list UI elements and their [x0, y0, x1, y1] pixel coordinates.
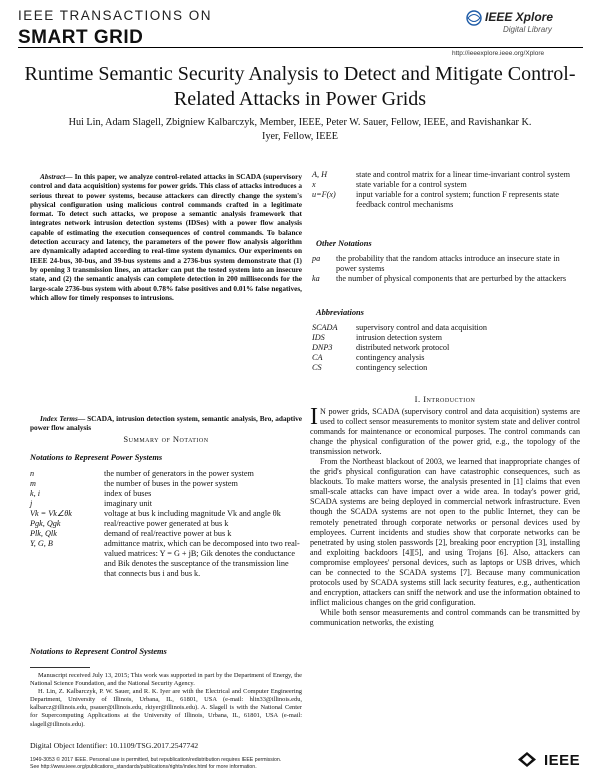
notation-description: supervisory control and data acquisition [356, 323, 487, 332]
abbreviations-heading: Abbreviations [316, 308, 364, 317]
notation-symbol: IDS [312, 333, 325, 342]
xplore-logo-subtext: Digital Library [503, 25, 552, 34]
other-notation-table [312, 254, 582, 284]
notation-symbol: Vk = Vk∠θk [30, 509, 72, 518]
notation-heading: Summary of Notation [123, 434, 209, 444]
notation-row [312, 170, 582, 180]
notation-description: state and control matrix for a linear time-invariant control system [356, 170, 570, 179]
notation-symbol: m [30, 479, 36, 488]
notation-row [312, 323, 582, 333]
ieee-diamond-icon [516, 751, 538, 768]
doi: Digital Object Identifier: 10.1109/TSG.2017.2547742 [30, 741, 199, 750]
notation-row [30, 519, 302, 529]
notation-symbol: CA [312, 353, 323, 362]
notation-symbol: ka [312, 274, 320, 283]
abstract: Abstract— In this paper, we analyze control-related attacks in SCADA (supervisory control and data acquisition) systems for power grids. This class of attacks introduces a serious threat to power systems, because attackers can directly change the system's physical configuration using malicious control commands crafted in a legitimate format. To detect such attacks, we propose a semantic analysis framework that integrates network intrusion detection systems (IDSes) with a power flow analysis capable of estimating the execution consequences of control commands. To balance detection accuracy and latency, the parameters of the power flow analysis algorithm are dynamically adapted according to real-time system dynamics. Our experiments on IEEE 24-bus, 30-bus, and 39-bus systems and a 2736-bus system demonstrate that (1) by opening 3 transmission lines, an attacker can put the tested system into an insecure state, and (2) the semantic analysis can complete detection in 200 milliseconds for the large-scale 2736-bus system with about 0.78% false positives and 0.01% false negatives, which allow for timely responses to intrusions. [30, 172, 302, 302]
power-notation-table [30, 469, 302, 579]
footnote [30, 672, 302, 729]
notation-symbol: u=F(x) [312, 190, 336, 199]
notation-symbol: DNP3 [312, 343, 333, 352]
header-rule [18, 47, 583, 48]
notation-symbol: Plk, Qlk [30, 529, 57, 538]
notation-description: voltage at bus k including magnitude Vk and angle θk [104, 509, 281, 518]
control-notation-heading: Notations to Represent Control Systems [30, 647, 167, 656]
notation-row [30, 499, 302, 509]
notation-symbol: Y, G, B [30, 539, 53, 548]
xplore-url[interactable]: http://ieeexplore.ieee.org/Xplore [452, 50, 545, 57]
notation-description: contingency analysis [356, 353, 425, 362]
notation-row [312, 180, 582, 190]
notation-description: input variable for a control system; function F represents state feedback control mechanisms [356, 190, 560, 209]
other-notation-heading: Other Notations [316, 239, 372, 248]
index-terms-text: SCADA, intrusion detection system, semantic analysis, Bro, adaptive power flow analysis [30, 414, 302, 433]
footnote-rule [30, 667, 90, 668]
rights-url-line[interactable]: See http://www.ieee.org/publications_standards/publications/rights/index.html for more information. [30, 763, 257, 770]
notation-row [30, 469, 302, 479]
notation-description: the number of buses in the power system [104, 479, 238, 488]
notation-description: the number of generators in the power system [104, 469, 254, 478]
dropcap: I [310, 404, 318, 430]
abstract-text: In this paper, we analyze control-related attacks in SCADA (supervisory control and data acquisition) systems for power grids. This class of attacks introduces a serious threat to power systems, because attackers can directly change the system's physical configuration using malicious control commands crafted in a legitimate format. To detect such attacks, we propose a semantic analysis framework that integrates network intrusion detection systems (IDSes) with a power flow analysis capable of estimating the execution consequences of control commands. To balance detection accuracy and latency, the parameters of the power flow analysis algorithm are dynamically adapted according to real-time system dynamics. Our experiments on IEEE 24-bus, 30-bus, and 39-bus systems and a 2736-bus system demonstrate that (1) by opening 3 transmission lines, an attacker can put the tested system into an insecure state, and (2) the semantic analysis can complete detection in 200 milliseconds for the large-scale 2736-bus system with about 0.78% false positives and 0.01% false negatives, which allow for timely responses to intrusions. [30, 172, 302, 302]
notation-symbol: pa [312, 254, 321, 263]
notation-row [312, 363, 582, 373]
notation-symbol: x [312, 180, 316, 189]
notation-symbol: j [30, 499, 33, 508]
footnote-manuscript: Manuscript received July 13, 2015; This work was supported in part by the Department of Energy, the National Science Foundation, and the National Security Agency. [30, 672, 302, 688]
notation-description: state variable for a control system [356, 180, 467, 189]
notation-symbol: CS [312, 363, 322, 372]
notation-row [312, 254, 582, 274]
intro-paragraph-3: While both sensor measurements and control commands can be transmitted by communication networks, the existing [310, 607, 580, 627]
paper-title: Runtime Semantic Security Analysis to Detect and Mitigate Control-Related Attacks in Power Grids [24, 63, 576, 110]
notation-row [30, 509, 302, 519]
notation-description: demand of real/reactive power at bus k [104, 529, 232, 538]
copyright-line: 1949-3053 © 2017 IEEE. Personal use is permitted, but republication/redistribution requires IEEE permission. [30, 757, 282, 763]
journal-name-line1: IEEE TRANSACTIONS ON [18, 8, 213, 23]
notation-description: intrusion detection system [356, 333, 442, 342]
notation-row [312, 343, 582, 353]
notation-description: distributed network protocol [356, 343, 450, 352]
notation-symbol: A, H [312, 170, 328, 179]
notation-row [312, 353, 582, 363]
control-notation-table [312, 170, 582, 210]
notation-description: contingency selection [356, 363, 428, 372]
xplore-logo-text: IEEE Xplore [485, 10, 554, 24]
notation-description: admittance matrix, which can be decomposed into two real-valued matrices: Y = G + jB; Gik denotes the conductance and Bik denotes the susceptance of the transmission line that connects bus i and bus k. [104, 539, 300, 578]
index-terms: Index Terms— SCADA, intrusion detection system, semantic analysis, Bro, adaptive power flow analysis [30, 414, 302, 433]
footnote-affiliations: H. Lin, Z. Kalbarczyk, P. W. Sauer, and R. K. Iyer are with the Electrical and Computer Engineering Department, University of Illinois, Urbana, IL, 61801, USA (e-mail: hlin33@illinois.edu, kalbarcz@illinois.edu, psauer@illinois.edu, rkiyer@illinois.edu). A. Slagell is with the National Center for Supercomputing Applications at the University of Illinois, Urbana, IL, 61801, USA (e-mail: slagell@illinois.edu). [30, 688, 302, 728]
copyright-notice [30, 757, 281, 770]
journal-name-line2: SMART GRID [18, 27, 144, 48]
intro-paragraph-2: From the Northeast blackout of 2003, we learned that inappropriate changes of the grid's physical configuration can have catastrophic consequences, such as blackouts. To make matters worse, the analysis presented in [1] claims that even small-scale attacks can have impact over a wide area. In today's power grid, SCADA systems are being deployed in commercial network infrastructure. Even though the SCADA systems are not open to the public Internet, they can be remotely penetrated through corporate networks or personal devices used by employees. Current incidents and studies show that corporate networks can be penetrated by using stolen passwords [2], breaking poor encryption [3], installing and exploiting backdoors [4][5], and using Trojans [6]. Also, attackers can compromise employees' personal devices, such as laptops or USB drives, which can be connected to the SCADA systems [7]. Because many communication protocols used by SCADA systems still lack security features, e.g., authentication and encryption, attackers can sniff the network and use the information obtained to inflict malicious changes on the grid configuration. [310, 457, 580, 607]
ieee-xplore-logo-icon [464, 9, 484, 27]
abbreviations-table [312, 323, 582, 373]
introduction-heading: I. Introduction [414, 394, 476, 404]
notation-description: index of buses [104, 489, 152, 498]
paper-authors: Hui Lin, Adam Slagell, Zbigniew Kalbarczyk, Member, IEEE, Peter W. Sauer, Fellow, IEEE, and Ravishankar K. Iyer, Fellow, IEEE [68, 117, 532, 142]
notation-description: the number of physical components that are perturbed by the attackers [336, 274, 567, 283]
index-terms-label: Index Terms [40, 414, 78, 423]
introduction-body [310, 404, 580, 628]
notation-row [312, 274, 582, 284]
notation-row [30, 539, 302, 579]
power-notation-heading: Notations to Represent Power Systems [30, 453, 163, 462]
notation-symbol: k, i [30, 489, 41, 498]
notation-row [312, 333, 582, 343]
notation-row [30, 479, 302, 489]
notation-row [312, 190, 582, 210]
intro-paragraph-1: N power grids, SCADA (supervisory control and data acquisition) systems are used to collect sensor measurements to monitor system state and deliver control commands for maintenance or economical purposes. The control commands can change the physical configuration of the power grid, e.g., the topology of the transmission network. [310, 407, 580, 457]
notation-row [30, 529, 302, 539]
abstract-label: Abstract [40, 172, 66, 181]
notation-symbol: Pgk, Qgk [30, 519, 61, 528]
notation-description: imaginary unit [104, 499, 152, 508]
notation-description: real/reactive power generated at bus k [104, 519, 229, 528]
ieee-logo-text: IEEE [544, 752, 581, 769]
notation-symbol: SCADA [312, 323, 338, 332]
notation-row [30, 489, 302, 499]
notation-description: the probability that the random attacks introduce an insecure state in power systems [336, 254, 560, 273]
notation-symbol: n [30, 469, 35, 478]
